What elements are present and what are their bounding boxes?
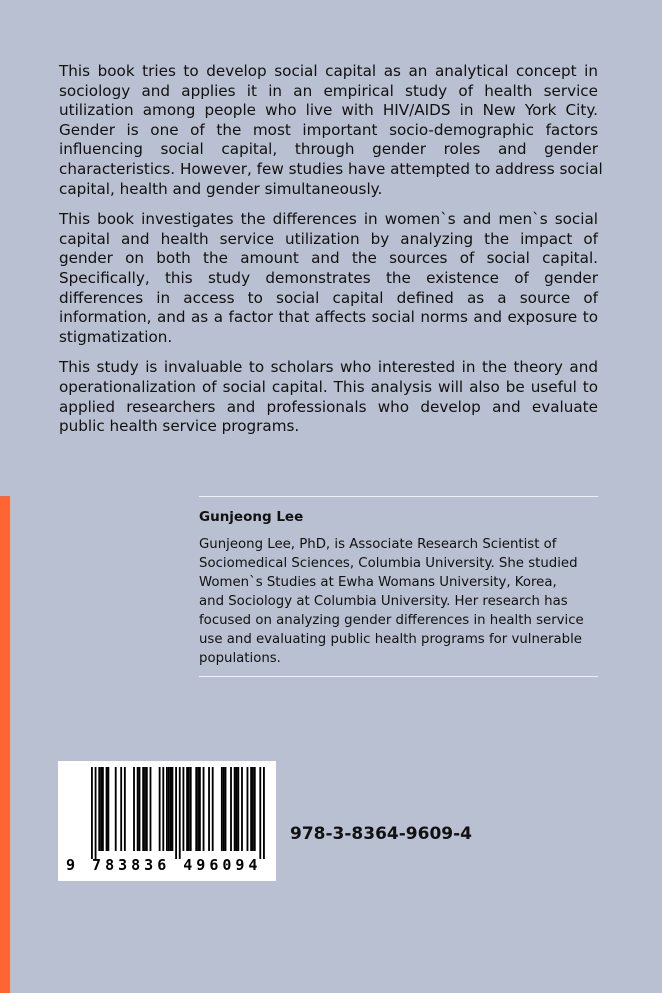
barcode-bar [106,767,108,851]
text-line: information, and as a factor that affects social norms and exposure to [59,308,598,327]
barcode-bar [241,767,243,851]
barcode-bar [102,767,104,851]
text-line: This book investigates the differences in women`s and men`s social [59,210,598,229]
author-bio [199,535,598,668]
barcode-bar [208,767,210,851]
barcode-bar [223,767,225,851]
barcode-bar [100,767,102,851]
barcode-bar [137,767,139,851]
author-name: Gunjeong Lee [199,509,304,525]
accent-bar [0,496,10,993]
barcode-bar [225,767,227,851]
barcode-bar [247,767,249,851]
barcode-bar [263,767,265,859]
barcode-bar [195,767,197,851]
barcode-bar [159,767,161,851]
barcode-digits: 9 783836 496094 [66,856,262,874]
barcode-bar [139,767,141,851]
paragraph-1 [59,62,603,199]
barcode-bar [107,767,109,851]
text-line: sociology and applies it in an empirical study of health service [59,81,598,100]
barcode-bar [250,767,252,851]
barcode-bar [124,767,126,851]
text-line: operationalization of social capital. This analysis will also be useful to [59,377,598,396]
barcode-bar [115,767,117,851]
barcode-bar [179,767,181,859]
text-line: influencing social capital, through gender roles and gender [59,140,598,159]
divider-top [199,496,598,497]
barcode-bar [237,767,239,851]
text-line: Gender is one of the most important socio-demographic factors [59,120,598,139]
barcode-bar [252,767,254,851]
bio-line: focused on analyzing gender differences in health service [199,613,584,628]
barcode-bar [150,767,152,851]
text-line: Specifically, this study demonstrates the existence of gender [59,268,598,287]
barcode-bar [190,767,192,851]
isbn: 978-3-8364-9609-4 [290,824,472,844]
barcode-bar [230,767,232,851]
text-line: capital and health service utilization by analyzing the impact of [59,229,598,248]
barcode-bar [144,767,146,851]
barcode-bar [254,767,256,851]
barcode-bar [183,767,185,851]
barcode-bar [146,767,148,851]
barcode-bar [168,767,170,851]
barcode [58,761,276,881]
bio-line: Women`s Studies at Ewha Womans University, Korea, [199,575,557,590]
barcode-bar [172,767,174,851]
bio-line: Sociomedical Sciences, Columbia University. She studied [199,556,578,571]
barcode-bar [120,767,122,851]
bio-line: and Sociology at Columbia University. Her research has [199,594,568,609]
divider-bottom [199,676,598,677]
bio-line: use and evaluating public health programs for vulnerable [199,632,582,647]
bio-line: populations. [199,651,281,666]
barcode-bar [170,767,172,851]
barcode-bar [259,767,261,859]
barcode-bar [188,767,190,851]
text-line: utilization among people who live with HIV/AIDS in New York City. [59,101,598,120]
paragraph-3 [59,358,598,436]
paragraph-2 [59,210,598,347]
barcode-bar [234,767,236,851]
barcode-bar [186,767,188,851]
text-line: public health service programs. [59,417,300,436]
author-section [199,496,598,677]
barcode-bar [203,767,205,851]
barcode-bar [199,767,201,851]
book-description [59,62,603,448]
barcode-bar [175,767,177,859]
text-line: capital, health and gender simultaneously. [59,179,383,198]
barcode-bar [236,767,238,851]
text-line: differences in access to social capital defined as a source of [59,288,598,307]
text-line: applied researchers and professionals who develop and evaluate [59,397,598,416]
barcode-bar [197,767,199,851]
barcode-bar [91,767,93,859]
barcode-bar [221,767,223,851]
text-line: gender on both the amount and the sources of social capital. [59,249,598,268]
barcode-bar [142,767,144,851]
barcode-bar [166,767,168,851]
bio-line: Gunjeong Lee, PhD, is Associate Research Scientist of [199,537,557,552]
barcode-bar [133,767,135,851]
barcode-bar [95,767,97,859]
text-line: stigmatization. [59,327,173,346]
barcode-bar [212,767,214,851]
barcode-bar [162,767,164,851]
barcode-bar [98,767,100,851]
text-line: characteristics. However, few studies have attempted to address social [59,159,603,178]
text-line: This study is invaluable to scholars who interested in the theory and [59,358,598,377]
text-line: This book tries to develop social capital as an analytical concept in [59,62,598,80]
